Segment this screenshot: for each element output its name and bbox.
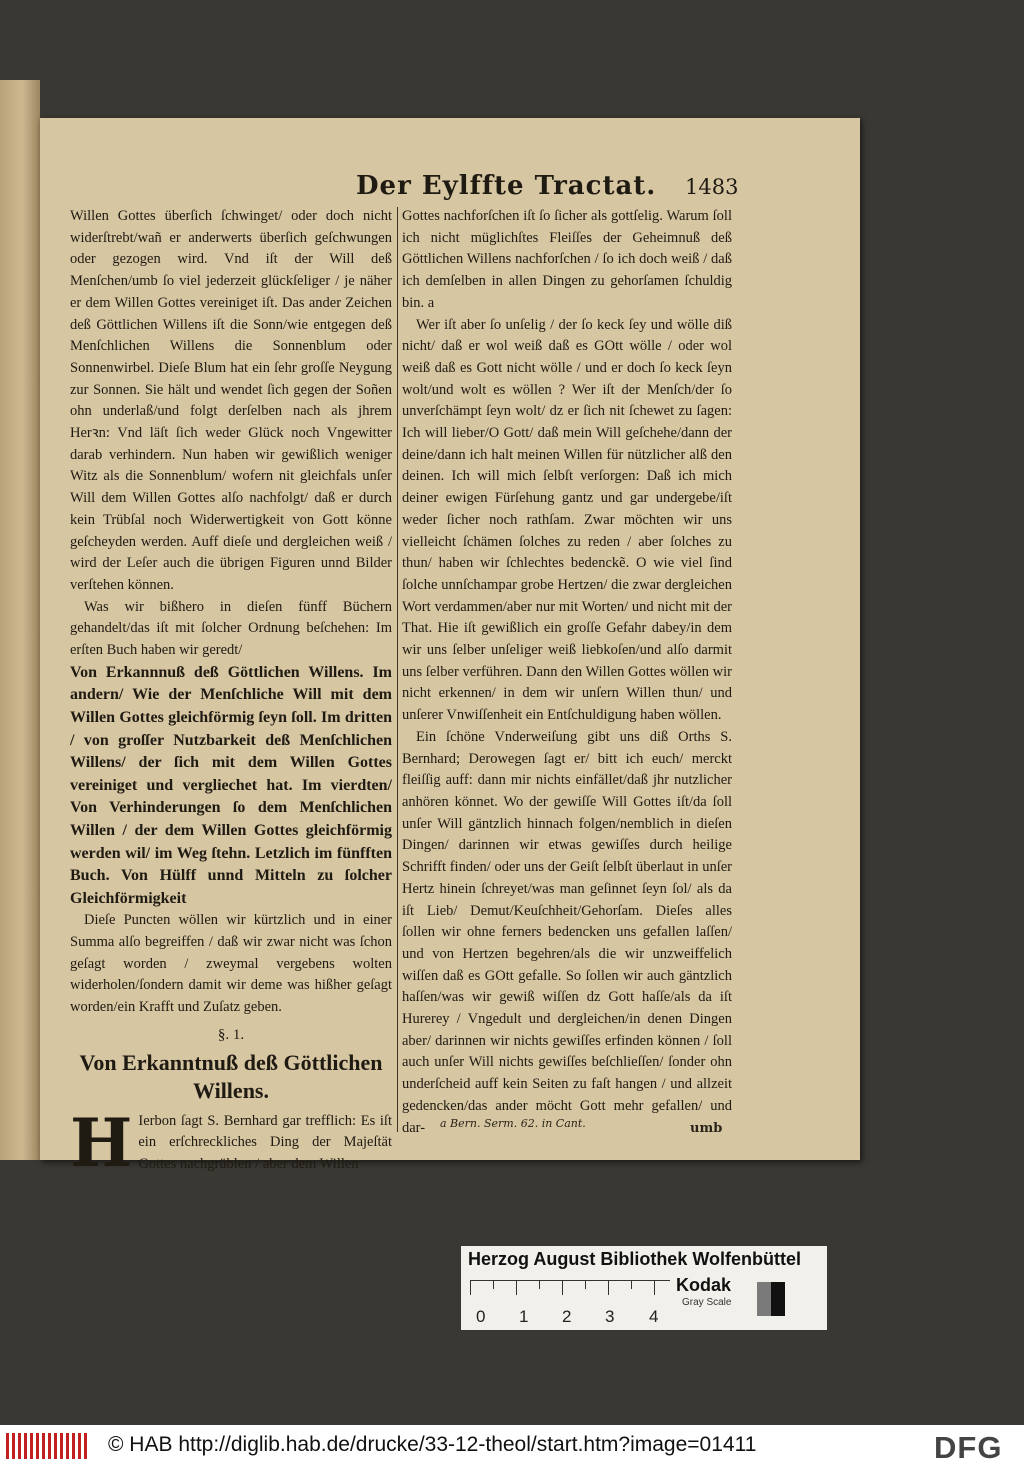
- ruler-number: 4: [649, 1307, 659, 1326]
- section-heading: Von Erkanntnuß deß Göttlichen Willens.: [79, 1049, 383, 1103]
- footnote: a Bern. Serm. 62. in Cant.: [440, 1117, 586, 1130]
- bold-paragraph: Von Erkannnuß deß Göttlichen Willens. Im andern/ Wie der Menſchliche Will mit dem Willen Gottes gleichförmig ſeyn ſoll. Im dritten / von groſſer Nutzbarkeit deß Menſchlichen Willens/ der ſich mit dem Willen Gottes vereiniget und vergliechet hat. Im vierdten/ Von Verhinderungen ſo dem Menſchlichen Willen / der dem Willen Gottes gleichförmig werden wil/ im Weg ſtehn. Letzlich im fünfften Buch. Von Hülff unnd Mitteln zu ſolcher Gleichförmigkeit: [70, 663, 392, 907]
- ruler-tick: [585, 1281, 586, 1289]
- page-header: [40, 171, 860, 211]
- library-label: Herzog August Bibliothek Wolfenbüttel: [468, 1249, 801, 1269]
- ruler-number: 1: [519, 1307, 529, 1326]
- paragraph: Ein ſchöne Vnderweiſung gibt uns diß Orths S. Bernhard; Derowegen ſagt er/ bitt ich euch/ merckt fleiſſig auff: dann mir nichts einfället/daß jhr nutzlicher anhören könnet. Wo der gewiſſe Will Gottes iſt/da ſoll unſer Will gäntzlich hinnach folgen/nemblich in dieſen Dingen/ darinnen wir etwas gewiſſes durch heilige Schrifft finden/ oder uns der Geiſt ſelbſt überlaut in unſer Hertz hinein ſchreyet/was man geſinnet ſeyn ſol/ als da iſt Lieb/ Demut/Keuſchheit/Gehorſam. Dieſes alles ſollen wir ohne ferners bedencken uns gefallen laſſen/ und von Hertzen begehren/als die wir unzweiffelich wiſſen daß es GOtt gefalle. So ſollen wir auch gäntzlich haſſen/was wir gewiß wiſſen dz Gott haſſe/als da iſt Hurerey / Vngedult und dergleichen/in denen Dingen aber/ darinnen wir nichts gewiſſes erfinden können / ſoll auch unſer Will nichts gewiſſes beſchlieſſen/ ſonder ohn underſcheid auff kein Seiten zu faſt hangen / und allzeit gedencken/das ander möcht Gott mehr gefallen/ und dar-: [402, 728, 732, 1136]
- ruler-tick: [562, 1281, 563, 1295]
- gray-scale-patches: [757, 1282, 785, 1316]
- ruler-tick: [654, 1281, 655, 1295]
- right-column: [402, 206, 732, 1139]
- paragraph: Gottes nachforſchen iſt ſo ſicher als gottſelig. Warum ſoll ich nicht müglichſtes Fleiſſes der Geheimnuß deß Göttlichen Willens nachforſchen / ſo ich doch weiß / daß ich demſelben in allen Dingen zu gehorſamen ſchuldig bin. a: [402, 208, 732, 311]
- footer-bar: [0, 1425, 1024, 1467]
- ruler-tick: [608, 1281, 609, 1295]
- dfg-logo: DFG: [934, 1430, 1003, 1465]
- ruler-tick: [631, 1281, 632, 1289]
- ruler-number: 2: [562, 1307, 572, 1326]
- paragraph: Willen Gottes überſich ſchwinget/ oder doch nicht widerſtrebt/wañ er anderwerts überſich geſchwungen oder gezogen wird. Vnd iſt der Will deß Menſchen/umb ſo viel jederzeit glückſeliger / je näher er dem Willen Gottes vereiniget iſt. Das ander Zeichen deß Göttlichen Willens iſt die Sonn/wie entgegen deß Menſchlichen Willens die Sonnenblum oder Sonnenwirbel. Dieſe Blum hat ein ſehr groſſe Neygung zur Sonnen. Sie hält und wendet ſich gegen der Soñen ohn underlaß/und folgt derſelben nach als jhrem Herꝛn: Vnd läſt ſich weder Glück noch Vngewitter darab verhindern. Nun haben wir gewißlich weniger Witz als die Sonnenblum/ wofern nit gleichfals unſer Will dem Willen Gottes alſo nachfolgt/ daß er durch kein Trübſal noch Widerwertigkeit von Gott könne geſcheyden werden. Auff dieſe und dergleichen weiß / wird der Leſer auch die übrigen Figuren unnd Bilder verſtehen können.: [70, 208, 392, 593]
- grayscale-label: Gray Scale: [682, 1297, 732, 1308]
- scale-ruler: [470, 1280, 670, 1303]
- column-divider: [397, 207, 398, 1132]
- ruler-number: 3: [605, 1307, 615, 1326]
- left-column: [70, 206, 392, 1182]
- ruler-tick: [470, 1281, 471, 1295]
- drop-cap: H: [70, 1103, 133, 1182]
- page-number: 1483: [685, 175, 739, 199]
- left-page-edge: [0, 80, 40, 1160]
- copyright-link[interactable]: © HAB http://diglib.hab.de/drucke/33-12-theol/start.htm?image=01411: [108, 1433, 757, 1456]
- section-mark: §. 1.: [217, 1026, 245, 1043]
- section-text: Ierbon ſagt S. Bernhard gar trefflich: Es iſt ein erſchreckliches Ding der Majeſtät Gottes nachgrüblen / aber dem Willen: [138, 1112, 392, 1172]
- running-title: Der Eylffte Tractat.: [356, 171, 657, 201]
- hab-logo-icon: [6, 1433, 96, 1459]
- kodak-label: Kodak: [676, 1275, 732, 1295]
- catchword: umb: [690, 1121, 723, 1136]
- paragraph: Dieſe Puncten wöllen wir kürtzlich und in einer Summa alſo begreiffen / daß wir zwar nicht was ſchon geſagt worden / zweymal vergebens wolten widerholen/ſondern damit wir deme was hißher geſagt worden/ein Krafft und Zuſatz geben.: [70, 912, 392, 1016]
- ruler-tick: [493, 1281, 494, 1289]
- paragraph: Was wir bißhero in dieſen fünff Büchern gehandelt/das iſt mit ſolcher Ordnung beſchehen: Im erſten Buch haben wir geredt/: [70, 598, 392, 659]
- ruler-number: 0: [476, 1307, 486, 1326]
- section-paragraph: [70, 1103, 392, 1182]
- ruler-tick: [516, 1281, 517, 1295]
- ruler-tick: [539, 1281, 540, 1289]
- paragraph: Wer iſt aber ſo unſelig / der ſo keck ſey und wölle diß nicht/ daß er wol weiß daß es GOtt wölle / oder wol weiß daß es Gott nicht wölle / und er doch ſo keck ſeyn wolt/und wolt es wöllen ? Wer iſt der Menſch/der ſo unverſchämpt ſeyn wolt/ dz er ſich nit ſchewet zu ſagen: Ich will lieber/O Gott/ daß mein Will geſchehe/dann der deine/dann ich halt meinen Willen für nützlicher alß den deinen. Ich will mich ſelbſt verſorgen: Daß ich mich deiner ewigen Fürſehung gantz und gar undergebe/iſt weder ſicher noch rathſam. Zwar möchten wir uns vielleicht ſchämen ſolches zu reden / aber ſolches zu thun/ haben wir ſchlechtes bedenckẽ. O wie viel ſind ſolche unnſchampar grobe Hertzen/ die zwar dergleichen Wort verdammen/aber nur mit Worten/ und nicht mit der That. Hie iſt gewißlich ein groſſe Gefahr dabey/in dem wir uns ſelber unſeliger weiß liebkoſen/und alſo darmit uns ſelber verführen. Dann den Willen Gottes wöllen wir nicht erkennen/ in dem wir unſern Willen thun/ und unſerer Vnwiſſenheit ein Entſchuldigung haben wöllen.: [402, 316, 732, 724]
